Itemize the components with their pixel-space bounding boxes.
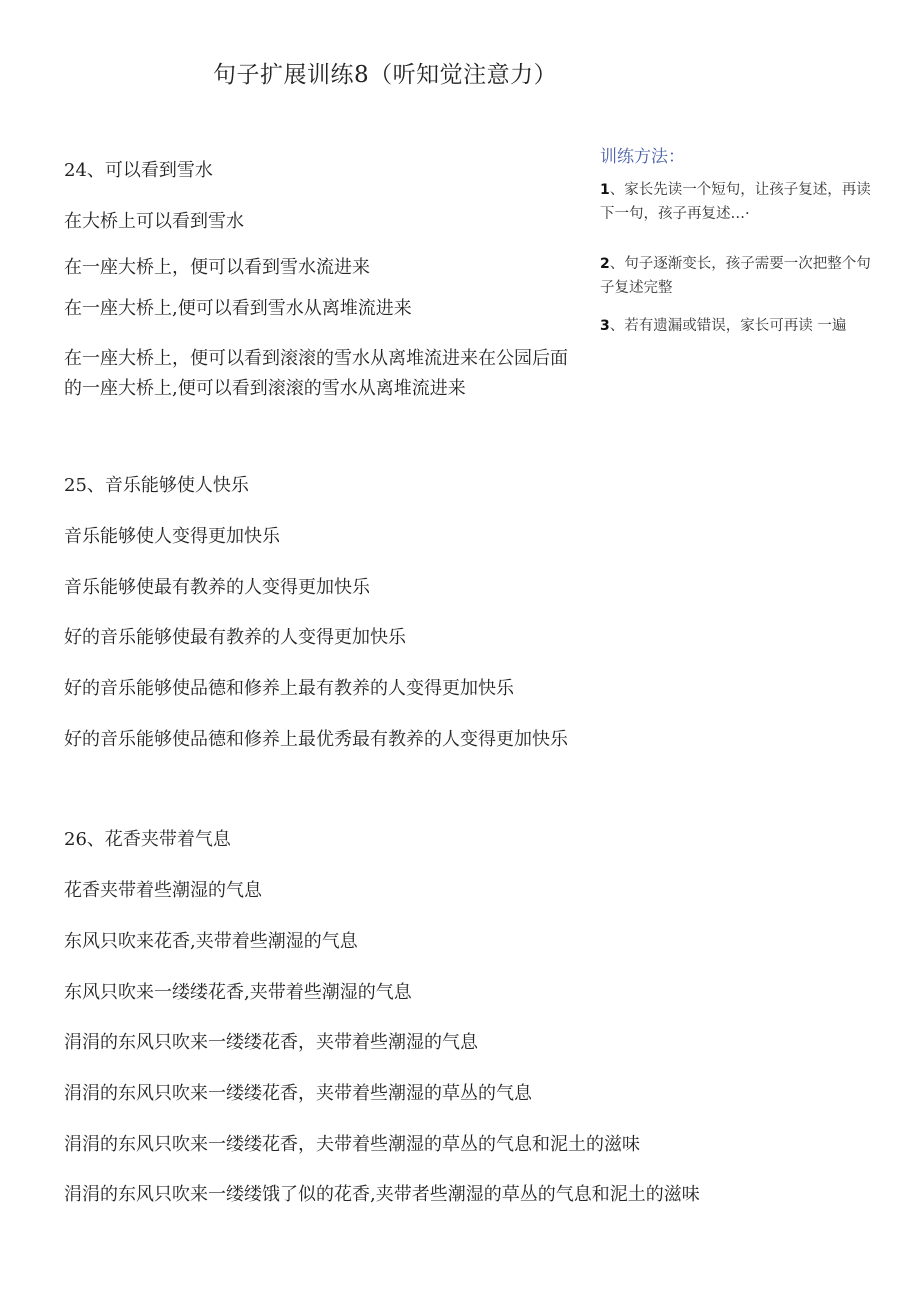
method-heading: 训练方法： [600, 147, 685, 167]
tip-number: 3 [600, 318, 610, 334]
page-title: 句子扩展训练8（听知觉注意力） [213, 62, 558, 88]
section-25-line-4: 好的音乐能够使品德和修养上最有教养的人变得更加快乐 [64, 678, 514, 699]
section-24-line-4: 在一座大桥上，便可以看到滚滚的雪水从离堆流进来在公园后面的一座大桥上,便可以看到滚滚的雪水从离堆流进来 [64, 348, 568, 399]
section-25-line-3: 好的音乐能够使最有教养的人变得更加快乐 [64, 627, 406, 648]
section-26-line-6: 涓涓的东风只吹来一缕缕花香，夫带着些潮湿的草丛的气息和泥土的滋味 [64, 1134, 640, 1155]
section-26-line-5: 涓涓的东风只吹来一缕缕花香，夹带着些潮湿的草丛的气息 [64, 1083, 532, 1104]
section-26-line-1: 花香夹带着些潮湿的气息 [64, 880, 262, 901]
section-26-line-7: 涓涓的东风只吹来一缕缕饿了似的花香,夹带者些潮湿的草丛的气息和泥土的滋味 [64, 1184, 700, 1205]
tip-number: 2 [600, 256, 610, 272]
section-24-heading: 24、可以看到雪水 [64, 160, 213, 181]
section-26-line-3: 东风只吹来一缕缕花香,夹带着些潮湿的气息 [64, 982, 412, 1003]
section-24-line-1: 在大桥上可以看到雪水 [64, 211, 244, 232]
section-26-heading: 26、花香夹带着气息 [64, 829, 231, 850]
section-26-line-4: 涓涓的东风只吹来一缕缕花香，夹带着些潮湿的气息 [64, 1032, 478, 1053]
method-tip-3 [600, 314, 872, 338]
section-25-heading: 25、音乐能够使人快乐 [64, 475, 249, 496]
tip-number: 1 [600, 182, 610, 198]
tip-text: 、家长先读一个短句，让孩子复述，再读下一句，孩子再复述…· [600, 182, 871, 222]
method-tip-1 [600, 178, 872, 226]
method-tip-2 [600, 252, 872, 300]
tip-text: 、句子逐渐变长，孩子需要一次把整个句子复述完整 [600, 256, 871, 296]
section-26-line-2: 东风只吹来花香,夹带着些潮湿的气息 [64, 931, 358, 952]
section-24-line-2: 在一座大桥上，便可以看到雪水流进来 [64, 257, 370, 278]
section-25-line-2: 音乐能够使最有教养的人变得更加快乐 [64, 577, 370, 598]
tip-text: 、若有遗漏或错误，家长可再读 一遍 [609, 318, 847, 334]
section-24-line-3: 在一座大桥上,便可以看到雪水从离堆流进来 [64, 298, 412, 319]
section-25-line-5: 好的音乐能够使品德和修养上最优秀最有教养的人变得更加快乐 [64, 729, 568, 750]
section-25-line-1: 音乐能够使人变得更加快乐 [64, 526, 280, 547]
